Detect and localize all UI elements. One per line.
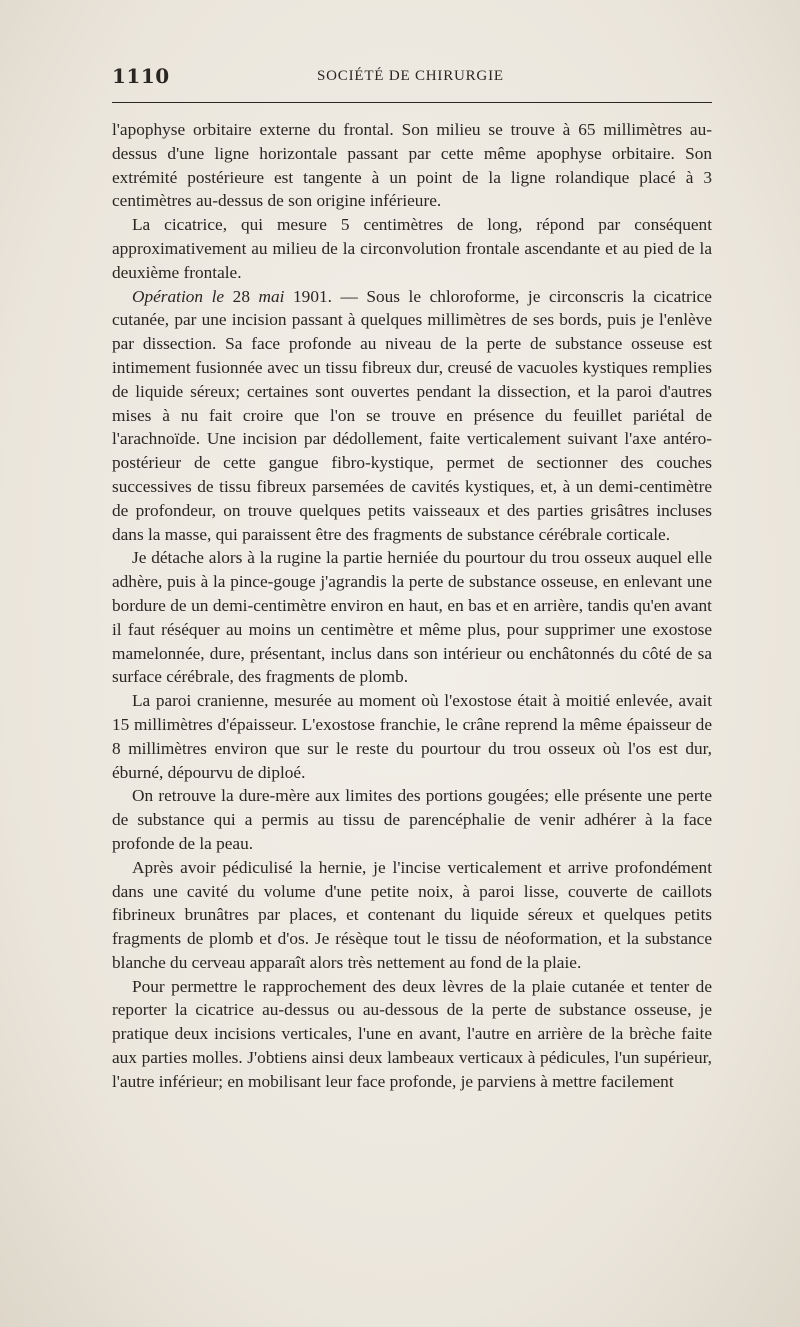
paragraph: Je détache alors à la rugine la partie herniée du pourtour du trou osseux auquel elle adhère, puis à la pince-gouge j'agrandis la perte de substance osseuse, en enlevant une bordure de un demi-centimètre environ en haut, en bas et en arrière, tandis qu'en avant il faut réséquer au moins un centimètre et même plus, pour supprimer une exostose mamelonnée, dure, présentant, inclus dans son intérieur ou enchâtonnés du côté de sa surface cérébrale, des fragments de plomb.: [112, 548, 712, 687]
paragraph: Après avoir pédiculisé la hernie, je l'incise verticalement et arrive profondément dans une cavité du volume d'une petite noix, à paroi lisse, couverte de caillots fibrineux brunâtres par places, et contenant du liquide séreux et quelques petits fragments de plomb et d'os. Je résèque tout le tissu de néoformation, et la substance blanche du cerveau apparaît alors très nettement au fond de la plaie.: [112, 857, 712, 972]
operation-day: 28: [232, 286, 250, 306]
paragraph-operation: [112, 285, 712, 547]
paragraph: On retrouve la dure-mère aux limites des portions gougées; elle présente une perte de substance qui a permis au tissu de parencéphalie de venir adhérer à la face profonde de la peau.: [112, 786, 712, 853]
journal-title: SOCIÉTÉ DE CHIRURGIE: [317, 68, 504, 84]
operation-year: 1901.: [293, 286, 332, 306]
operation-text: — Sous le chloroforme, je circonscris la cicatrice cutanée, par une incision passant à quelques millimètres de ses bords, puis je l'enlève par dissection. Sa face profonde au niveau de la perte de substance osseuse est intimement fusionnée avec un tissu fibreux dur, creusé de vacuoles kystiques remplies de liquide séreux; certaines sont ouvertes pendant la dissection, et la paroi d'autres mises à nu fait croire que l'on se trouve en présence du feuillet pariétal de l'arachnoïde. Une incision par dédollement, faite verticalement suivant l'axe antéro-postérieur de cette gangue fibro-kystique, permet de sectionner des couches successives de tissu fibreux parsemées de cavités kystiques, et, à un demi-centimètre de profondeur, on trouve quelques petits vaisseaux et des parties grisâtres incluses dans la masse, qui paraissent être des fragments de substance cérébrale corticale.: [112, 286, 712, 544]
paragraph: La cicatrice, qui mesure 5 centimètres de long, répond par conséquent approximativement au milieu de la circonvolution frontale ascendante et au pied de la deuxième frontale.: [112, 215, 712, 282]
paragraph: l'apophyse orbitaire externe du frontal. Son milieu se trouve à 65 millimètres au-dessus d'une ligne horizontale passant par cette même apophyse orbitaire. Son extrémité postérieure est tangente à un point de la ligne rolandique placé à 3 centimètres au-dessus de son origine inférieure.: [112, 120, 712, 211]
body-text: [112, 118, 712, 1094]
header-rule: [112, 102, 712, 103]
operation-month: mai: [258, 286, 285, 306]
paragraph: Pour permettre le rapprochement des deux lèvres de la plaie cutanée et tenter de reporter la cicatrice au-dessus ou au-dessous de la perte de substance osseuse, je pratique deux incisions verticales, l'une en avant, l'autre en arrière de la brèche faite aux parties molles. J'obtiens ainsi deux lambeaux verticaux à pédicules, l'un supérieur, l'autre inférieur; en mobilisant leur face profonde, je parviens à mettre facilement: [112, 976, 712, 1091]
page-number: 1110: [112, 64, 170, 88]
running-head: [112, 64, 712, 90]
operation-label: Opération le: [132, 286, 225, 306]
paragraph: La paroi cranienne, mesurée au moment où l'exostose était à moitié enlevée, avait 15 millimètres d'épaisseur. L'exostose franchie, le crâne reprend la même épaisseur de 8 millimètres environ que sur le reste du pourtour du trou osseux où l'os est dur, éburné, dépourvu de diploé.: [112, 691, 712, 782]
